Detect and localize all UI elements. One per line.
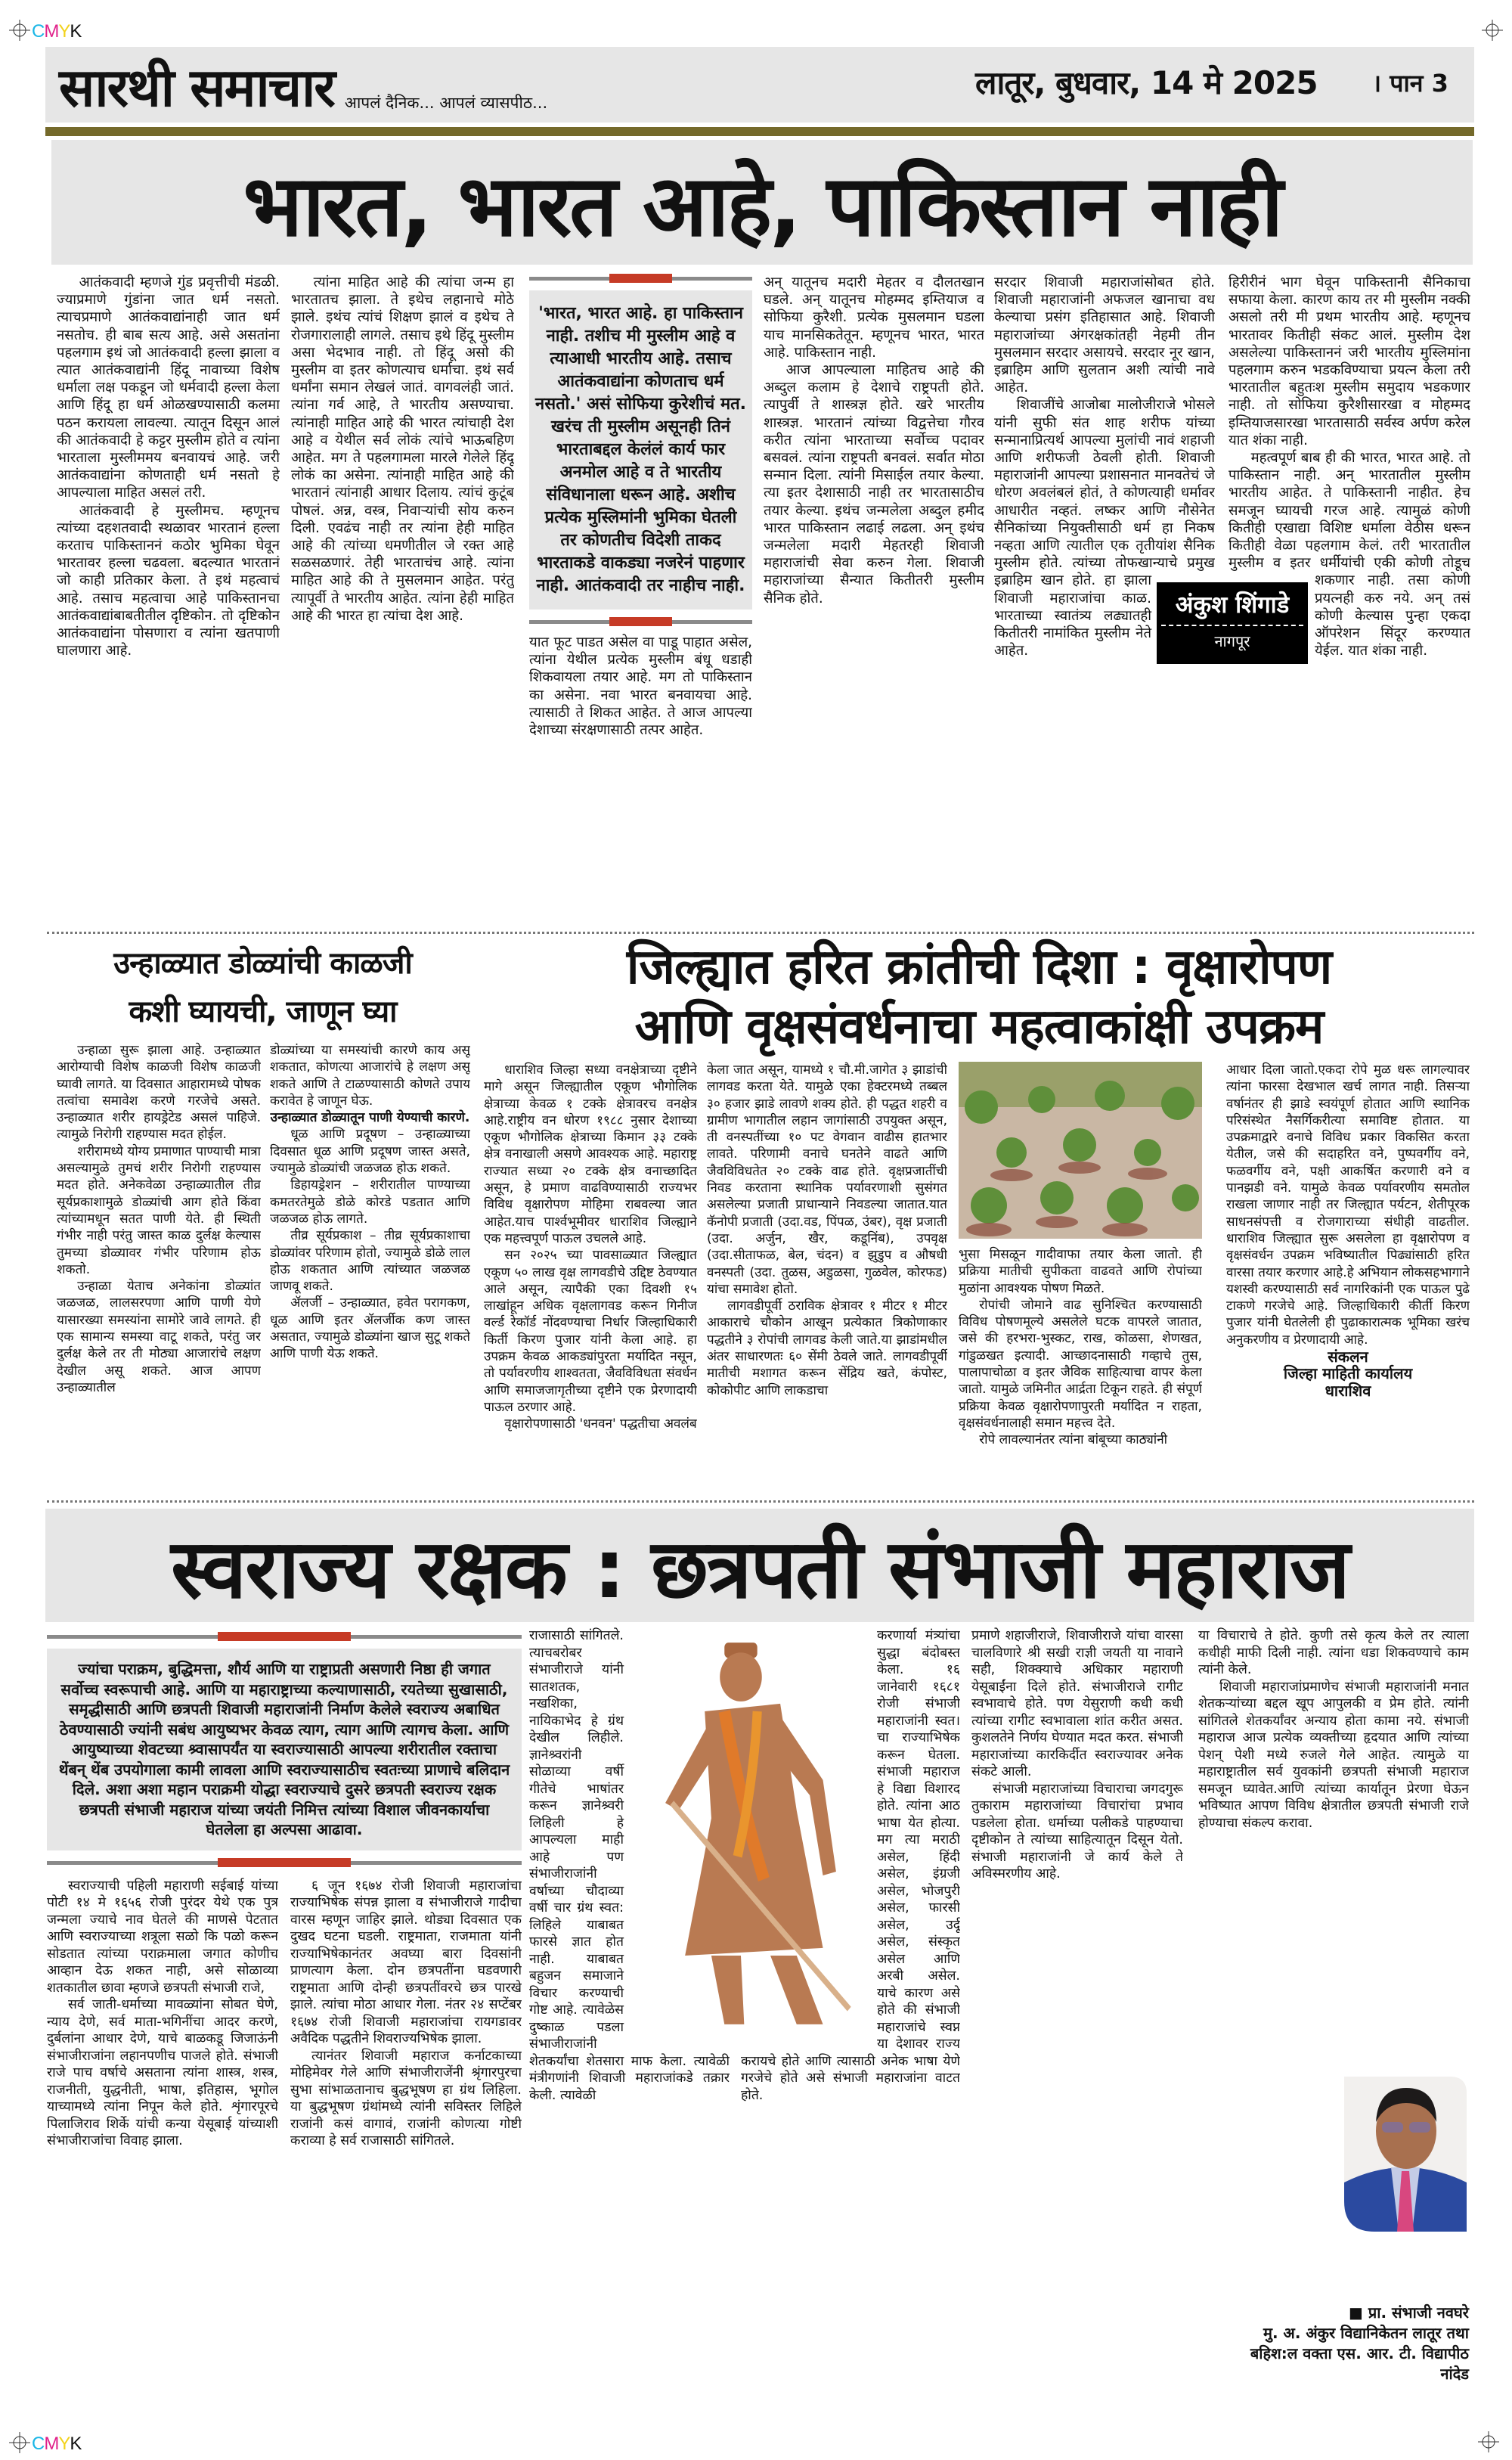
registration-mark-icon <box>9 20 30 41</box>
paragraph: प्रमाणे शहाजीराजे, शिवाजीराजे यांचा वारसा चालविणारे श्री सखी राज्ञी जयती या नावाने सही, शिक्क्याचे अधिकार महाराणी येसूबाईंना दिले होते. संभाजीराजे रागीट स्वभावाचे होते. पण येसुराणी कधी कधी त्यांच्या रागीट स्वभावाला शांत करीत असत. कुशलतेने निर्णय घेण्यात मदत करत. संभाजी महाराजांच्या कारकिर्दीत स्वराज्यावर अनेक संकटे आली. <box>971 1628 1183 1779</box>
paragraph: तीव्र सूर्यप्रकाश – तीव्र सूर्यप्रकाशाचा डोळ्यांवर परिणाम होतो, ज्यामुळे डोळे लाल होऊ शकतात आणि त्यांच्यात जळजळ जाणवू शकते. <box>270 1228 470 1295</box>
divider <box>529 617 752 626</box>
article4-column-5 <box>971 1627 1183 2421</box>
article2-column-2 <box>270 1042 470 1494</box>
article2-headline: उन्हाळ्यात डोळ्यांची काळजी कशी घ्यायची, जाणून घ्या <box>113 946 412 1029</box>
masthead-rule <box>45 127 1474 136</box>
newspaper-title: सारथी समाचार <box>59 56 334 119</box>
paragraph: करणार्या मंत्र्यांचा सुद्धा बंदोबस्त केला. १६ जानेवारी १६८१ रोजी संभाजी महाराजांनी स्वत।चा राज्याभिषेक करून घेतला. संभाजी महाराज हे विद्या विशारद होते. त्यांना आठ भाषा येत होत्या. मग त्या मराठी असेल, हिंदी असेल, इंग्रजी असेल, भोजपुरी असेल, फारसी असेल, उर्दू असेल, संस्कृत असेल आणि अरबी असेल. याचे कारण असे होते की संभाजी महाराजांचे स्वप्न या देशावर राज्य करायचे होते आणि त्यासाठी अनेक भाषा येणे गरजेचे होते असे संभाजी महाराजांना वाटत होते. <box>741 1628 960 2103</box>
section-divider <box>47 932 1474 934</box>
article3-headline: जिल्ह्यात हरित क्रांतीची दिशा : वृक्षारोपण आणि वृक्षसंवर्धनाचा महत्वाकांक्षी उपक्रम <box>626 939 1332 1055</box>
author-name: ■ प्रा. संभाजी नवघरे <box>1349 2303 1469 2322</box>
author-photo <box>1344 2077 1467 2232</box>
article3-column-3 <box>959 1246 1202 1494</box>
registration-mark-icon <box>9 2432 30 2453</box>
page-number: । पान 3 <box>1372 69 1448 98</box>
credit-place: धाराशिव <box>1325 1381 1371 1400</box>
article3-column-1 <box>484 1062 697 1494</box>
article4-column-1 <box>47 1878 278 2422</box>
paragraph: संभाजी महाराजांच्या विचाराचा जगदगुरू तुकाराम महाराजांच्या विचारांचा प्रभाव पडलेला होता. धर्माच्या पलीकडे पाहण्याचा दृष्टीकोन ते त्यांच्या साहित्यातून दिसून येतो. संभाजी महाराजांनी जे कार्य केले ते अविस्मरणीय आहे. <box>971 1781 1183 1881</box>
article4-author <box>1198 2303 1469 2384</box>
cmyk-mark-top: CMYK <box>32 21 82 42</box>
paragraph: सर्व जाती-धर्माच्या मावळ्यांना सोबत घेणे, न्याय देणे, सर्व माता-भगिनींचा आदर करणे, दुर्बलांना आधार देणे, याचे बाळकडू जिजाऊंनी संभाजीराजांना लहानपणीच पाजले होते. संभाजी राजे पाच वर्षाचे असताना त्यांना शास्त्र, शस्त्र, राजनीती, युद्धनीती, भाषा, इतिहास, भूगोल याच्यामध्ये त्यांना निपून केले होते. शृंगारपूरचे पिलाजिराव शिर्के यांची कन्या येसूबाई यांच्याशी संभाजीराजांचा विवाह झाला. <box>47 1997 278 2148</box>
author-place: नांदेड <box>1440 2365 1469 2383</box>
article2-column-1 <box>57 1042 261 1494</box>
article3-column-2 <box>707 1062 947 1494</box>
paragraph: उन्हाळा येताच अनेकांना डोळ्यांत जळजळ, लालसरपणा आणि पाणी येणे यासारख्या समस्यांना सामोरे जावे लागते. ही एक सामान्य समस्या वाटू शकते, परंतु जर दुर्लक्ष केले तर ती मोठ्या आजारांचे लक्षण देखील असू शकते. आज आपण उन्हाळ्यातील <box>57 1279 261 1395</box>
paragraph: उन्हाळा सुरू झाला आहे. उन्हाळ्यात आरोग्याची विशेष काळजी विशेष काळजी घ्यावी लागते. या दिवसात आहारामध्ये पोषक तत्वांचा समावेश करणे गरजेचे असते. उन्हाळ्यात शरीर हायड्रेटेड असलं पाहिजे. त्यामुळे निरोगी राहण्यास मदत होईल. <box>57 1043 261 1143</box>
paragraph: शिवाजी महाराजांप्रमाणेच संभाजी महाराजांनी मनात शेतकऱ्यांच्या बद्दल खूप आपुलकी व प्रेम होते. त्यांनी सांगितले शेतकर्यांवर अन्याय होता कामा नये. संभाजी महाराज आज प्रत्येक व्यक्तीच्या हृदयात आणि त्यांच्या पेशन् पेशी मध्ये रुजले गेले आहेत. त्यामुळे या महाराष्ट्रातील सर्व युवकांनी छत्रपती संभाजी महाराज समजून घ्यावेत.आणि त्यांच्या कार्यातून प्रेरणा घेऊन भविष्यात आपण विविध क्षेत्रातील छत्रपती संभाजी राजे होण्याचा संकल्प करावा. <box>1198 1679 1469 1831</box>
author-title: मु. अ. अंकुर विद्यानिकेतन लातूर तथा <box>1263 2324 1469 2342</box>
article1-headline: भारत, भारत आहे, पाकिस्तान नाही <box>51 140 1473 265</box>
plantation-photo <box>959 1062 1202 1239</box>
paragraph: डोळ्यांच्या या समस्यांची कारणे काय असू शकतात, कोणत्या आजारांचे हे लक्षण असू शकते आणि ते टाळण्यासाठी कोणते उपाय करावेत हे जाणून घेऊ. <box>270 1043 470 1109</box>
cmyk-mark-bottom: CMYK <box>32 2434 82 2454</box>
paragraph: केला जात असून, यामध्ये १ चौ.मी.जागेत ३ झाडांची लागवड करता येते. यामुळे एका हेक्टरमध्ये तब्बल ३० हजार झाडे लावणे शक्य होते. ही पद्धत शहरी व ग्रामीण भागातील लहान जागांसाठी उपयुक्त असून, ती वनस्पतींच्या १० पट वेगवान वाढीस हातभार लावते. परिणामी वनाचे घनतेने वाढते आणि जैवविविधतेत २० टक्के वाढ होते. वृक्षप्रजातींची निवड करताना स्थानिक पर्यावरणाशी सुसंगत असलेल्या प्रजाती प्राधान्याने निवडल्या जातात.यात कॅनोपी प्रजाती (उदा.वड, पिंपळ, उंबर), वृक्ष प्रजाती (उदा. अर्जुन, खैर, कडूनिंब), उपवृक्ष (उदा.सीताफळ, बेल, चंदन) व झुडुप व औषधी वनस्पती (उदा. तुळस, अडुळसा, गुळवेल, कोरफड) यांचा समावेश होतो. <box>707 1062 947 1297</box>
paragraph: ६ जून १६७४ रोजी शिवाजी महाराजांचा राज्याभिषेक संपन्न झाला व संभाजीराजे गादीचा वारस म्हणून जाहिर झाले. थोड्या दिवसात एक दुखद घटना घडली. राष्ट्रमाता, राजमाता यांनी राज्याभिषेकानंतर अवघ्या बारा दिवसांनी प्राणत्याग केला. दोन छत्रपतींना घडवणारी राष्ट्रमाता आणि दोन्ही छत्रपतींवरचे छत्र पारखे झाले. त्यांचा मोठा आधार गेला. नंतर २४ सप्टेंबर १६७४ रोजी शिवाजी महाराजांचा रायगडावर अवैदिक पद्धतीने शिवराज्यभिषेक झाला. <box>290 1878 522 2046</box>
article1-column-3 <box>529 274 752 928</box>
author-title: बहिश:ल वक्ता एस. आर. टी. विद्यापीठ <box>1250 2344 1469 2362</box>
paragraph: आतंकवादी म्हणजे गुंड प्रवृत्तीची मंडळी. ज्याप्रमाणे गुंडांना जात धर्म नसतो. त्याचप्रमाणे आतंकवाद्यांनाही जात धर्म नसतोच. ही बाब सत्य आहे. असे असतांना पहलगाम इथं जो आतंकवादी हल्ला झाला व त्यात आतंकवाद्यांनी हिंदू नावाच्या विशेष धर्माला लक्ष पकडून जो धर्मवादी हल्ला केला आणि हिंदू हा धर्म ओळखण्यासाठी कलमा पठन करायला लावल्या. त्यातून दिसून आलं की आतंकवादी हे कट्टर मुस्लीम होते व त्यांना भारताला मुस्लीममय बनवायचं आहे. जरी आतंकवाद्यांना कोणताही धर्म नसतो हे आपल्याला माहित असलं तरी. <box>57 275 280 501</box>
paragraph: धूळ आणि प्रदूषण – उन्हाळ्याच्या दिवसात धूळ आणि प्रदूषण जास्त असते, ज्यामुळे डोळ्यांची जळजळ होऊ शकते. <box>270 1127 470 1177</box>
article4-column-2 <box>290 1878 522 2422</box>
paragraph: भुसा मिसळून गादीवाफा तयार केला जातो. ही प्रक्रिया मातीची सुपीकता वाढवते आणि रोपांच्या मुळांना आवश्यक पोषण मिळते. <box>959 1247 1202 1296</box>
paragraph: अन् यातूनच मदारी मेहतर व दौलतखान घडले. अन् यातूनच मोहम्मद इम्तियाज व सोफिया कुरैशी. प्रत्येक मुसलमान घडला याच मानसिकतेतून. म्हणूनच भारत, भारत आहे. पाकिस्तान नाही. <box>764 275 984 361</box>
article1-column-1 <box>57 274 280 928</box>
masthead-brand <box>59 47 547 123</box>
paragraph: आज आपल्याला माहितच आहे की अब्दुल कलाम हे देशाचे राष्ट्रपती होते. त्यापुर्वी ते शास्त्रज्ञ होते. खरे भारतीय शास्त्रज्ञ. भारतानं त्यांच्या विद्वत्तेचा गौरव करीत त्यांना भारताच्या सर्वोच्च पदावर बसवलं. त्यांना राष्ट्रपती बनवलं. सर्वात मोठा सन्मान दिला. त्यांनी मिसाईल तयार केल्या. त्या इतर देशासाठी नाही तर भारतासाठीच तयार केल्या. इथंच जन्मलेला अब्दुल हमीद भारत पाकिस्तान लढाई लढला. अन् इथंच जन्मलेला मदारी मेहतरही शिवाजी महाराजांची सेवा करुन गेला. शिवाजी महाराजांच्या सैन्यात कितीतरी मुस्लीम सैनिक होते. <box>764 362 984 606</box>
article1-column-2 <box>291 274 514 928</box>
paragraph: सन २०२५ च्या पावसाळ्यात जिल्ह्यात एकूण ५० लाख वृक्ष लागवडीचे उद्दिष्ट ठेवण्यात आले असून, त्यापैकी एका दिवशी १५ लाखांहून अधिक वृक्षलागवड करून गिनीज वर्ल्ड रेकॉर्ड नोंदवण्याचा निर्धार जिल्हाधिकारी किर्ती किरण पुजार यांनी केला आहे. हा उपक्रम केवळ आकड्यांपुरता मर्यादित नसून, तो पर्यावरणीय शाश्वतता, जैवविविधता संवर्धन आणि समाजजागृतीच्या दृष्टीने एक प्रेरणादायी पाऊल ठरणार आहे. <box>484 1248 697 1415</box>
paragraph: डिहायड्रेशन – शरीरातील पाण्याच्या कमतरतेमुळे डोळे कोरडे पडतात आणि जळजळ होऊ लागते. <box>270 1177 470 1227</box>
paragraph: यात फूट पाडत असेल वा पाडू पाहात असेल, त्यांना येथील प्रत्येक मुस्लीम बंधू धडाही शिकवायला तयार आहे. मग तो पाकिस्तान का असेना. नवा भारत बनवायचा आहे. त्यासाठी ते शिकत आहेत. ते आज आपल्या देशाच्या संरक्षणासाठी तत्पर आहेत. <box>529 634 752 739</box>
pull-quote-text: 'भारत, भारत आहे. हा पाकिस्तान नाही. तशीच मी मुस्लीम आहे व त्याआधी भारतीय आहे. तसाच आतंकवाद्यांना कोणताच धर्म नसतो.' असं सोफिया कुरेशीचं मत. खरंच ती मुस्लीम असूनही तिनं भारताबद्दल केलंलं कार्य फार अनमोल आहे व ते भारतीय संविधानाला धरून आहे. अशीच प्रत्येक मुस्लिमांनी भुमिका घेतली तर कोणतीच विदेशी ताकद भारताकडे वाकड्या नजरेनं पाहणार नाही. आतंकवादी तर नाहीच नाही. <box>529 290 752 610</box>
paragraph: आधार दिला जातो.एकदा रोपे मुळ धरू लागल्यावर त्यांना फारसा देखभाल खर्च लागत नाही. तिसऱ्या वर्षानंतर ही झाडे स्वयंपूर्ण होतात आणि स्थानिक परिसंस्थेत नैसर्गिकरीत्या समाविष्ट होतात. या उपक्रमाद्वारे वनाचे विविध प्रकार विकसित करता येतील, जसे की सदाहरित वने, पुष्पवर्गीय वने, फळवर्गीय वने, पक्षी आकर्षित करणारी वने व पानझडी वने. यामुळे केवळ पर्यावरणीय समतोल राखला जाणार नाही तर जिल्ह्यात पर्यटन, शेतीपूरक साधनसंपत्ती व रोजगाराच्या संधीही वाढतील. धाराशिव जिल्ह्यात सुरू असलेला हा वृक्षारोपण व वृक्षसंवर्धन उपक्रम भविष्यातील पिढ्यांसाठी हरित वारसा तयार करणार आहे.हे अभियान लोकसहभागाने यशस्वी करण्यासाठी सर्व नागरिकांनी एक पाऊल पुढे टाकणे गरजेचे आहे. जिल्हाधिकारी कीर्ती किरण पुजार यांनी घेतलेली ही पुढाकारात्मक भूमिका खरंच अनुकरणीय व प्रेरणादायी आहे. <box>1226 1062 1470 1348</box>
section-divider <box>47 1500 1474 1503</box>
newspaper-tagline: आपलं दैनिक... आपलं व्यासपीठ... <box>344 94 548 112</box>
author-name: अंकुश शिंगाडे <box>1175 591 1290 619</box>
sambhaji-statue-image <box>626 1627 875 2040</box>
article4-headline: स्वराज्य रक्षक : छत्रपती संभाजी महाराज <box>45 1509 1474 1622</box>
registration-mark-icon <box>1478 2431 1499 2452</box>
paragraph: राजासाठी सांगितले. त्याचबरोबर संभाजीराजे यांनी सातशतक, नखशिका, नायिकाभेद हे ग्रंथ देखील लिहीले. ज्ञानेश्र्वरांनी सोळाव्या वर्षी गीतेचे भाषांतर करून ज्ञानेश्र्वरी लिहिली हे आपल्यला माही आहे पण संभाजीराजांनी वर्षाच्या चौदाव्या वर्षी चार ग्रंथ स्वत: लिहिले याबाबत फारसे ज्ञात होत नाही. याबाबत बहुजन समाजाने विचार करण्याची गोष्ट आहे. त्यावेळेस दुष्काळ पडला संभाजीराजांनी शेतकर्यांचा शेतसारा माफ केला. त्यावेळी मंत्रीगणांनी शिवाजी महाराजांकडे तक्रार केली. त्यावेळी <box>529 1628 730 2103</box>
intro-text: ज्यांचा पराक्रम, बुद्धिमत्ता, शौर्य आणि या राष्ट्राप्रती असणारी निष्ठा ही जगात सर्वोच्च स्वरूपाची आहे. आणि या महाराष्ट्राच्या कल्याणासाठी, रयतेच्या सुखासाठी, समृद्धीसाठी आणि छत्रपती शिवाजी महाराजांनी निर्माण केलेले स्वराज्य अबाधित ठेवण्यासाठी ज्यांनी सबंध आयुष्यभर केवळ त्याग, त्याग आणि त्यागच केला. आणि आयुष्याच्या शेवटच्या श्र्वासापर्यंत या स्वराज्यासाठी आपल्या शरीरातील रक्ताचा थेंबन् थेंब उपयोगाला कामी लावला आणि स्वराज्यासाठीच स्वतःच्या प्राणाचे बलिदान दिले. अशा अशा महान पराक्रमी योद्धा स्वराज्याचे दुसरे छत्रपती स्वराज्य रक्षक छत्रपती संभाजी महाराज यांच्या जयंती निमित्त त्यांच्या विशाल जीवनकार्याचा घेतलेला हा अल्पसा आढावा. <box>47 1649 522 1850</box>
divider <box>47 1858 522 1867</box>
divider <box>529 274 752 283</box>
paragraph: लागवडीपूर्वी ठराविक क्षेत्रावर १ मीटर १ मीटर आकाराचे चौकोन आखून प्रत्येकात त्रिकोणाकार पद्धतीने ३ रोपांची लागवड केली जाते.या झाडांमधील अंतर साधारणतः ६० सेंमी ठेवले जाते. लागवडीपूर्वी मातीची मशागत करून सेंद्रिय खते, कंपोस्ट, कोकोपीट आणि लाकडाचा <box>707 1298 947 1398</box>
paragraph: शिवाजींचे आजोबा मालोजीराजे भोसले यांनी सुफी संत शाह शरीफ यांच्या सन्मानाप्रित्यर्थ आपल्या मुलांची नावं शहाजी आणि शरीफजी ठेवली होती. शिवाजी महाराजांनी आपल्या प्रशासनात मानवतेचं जे धोरण अवलंबलं होतं, ते कोणत्याही धर्मावर आधारीत नव्हतं. लष्कर आणि नौसेनेत सैनिकांच्या नियुक्तीसाठी धर्म हा निकष नव्हता आणि त्यातील एक तृतीयांश सैनिक मुस्लीम होते. त्यांच्या तोफखान्याचे प्रमुख इब्राहिम खान होते. हा झाला शिवाजी महाराजांचा काळ. भारताच्या स्वातंत्र्य लढ्यातही कितीतरी नामांकित मुस्लीम नेते आहेत. <box>994 397 1215 659</box>
paragraph: या विचाराचे ते होते. कुणी तसे कृत्य केले तर त्याला कधीही माफी दिली नाही. त्यांना धडा शिकवण्याचे काम त्यांनी केले. <box>1198 1628 1469 1677</box>
paragraph: स्वराज्याची पहिली महाराणी सईबाई यांच्या पोटी १४ मे १६५६ रोजी पुरंदर येथे एक पुत्र जन्मला ज्याचे नाव घेतले की माणसे पेटतात आणि स्वराज्याच्या शत्रूला सळो कि पळो करून सोडतात त्यांच्या पराक्रमाला जगात कोणीच आव्हान देऊ शकत नाही, असे सोळाव्या शतकातील छावा म्हणजे छत्रपती संभाजी राजे, <box>47 1878 278 1996</box>
paragraph: रोपे लावल्यानंतर त्यांना बांबूच्या काठ्यांनी <box>979 1432 1168 1448</box>
credit-label: संकलन <box>1328 1348 1368 1366</box>
article1-pull-quote <box>529 274 752 626</box>
author-place: नागपूर <box>1214 632 1250 650</box>
dateline: लातूर, बुधवार, 14 मे 2025 <box>975 64 1318 101</box>
paragraph: धाराशिव जिल्हा सध्या वनक्षेत्राच्या दृष्टीने मागे असून जिल्ह्यातील एकूण भौगोलिक क्षेत्राच्या केवळ १ टक्के क्षेत्रावरच वनक्षेत्र आहे.राष्ट्रीय वन धोरण १९८८ नुसार देशाच्या एकूण भौगोलिक क्षेत्राच्या किमान ३३ टक्के क्षेत्र वनाखाली असणे आवश्यक आहे. महाराष्ट्र राज्यात सध्या २० टक्के क्षेत्र वनाच्छादित असून, हे प्रमाण वाढविण्यासाठी राज्यभर विविध वृक्षारोपण मोहिमा राबवल्या जात आहेत.याच पार्श्वभूमीवर धाराशिव जिल्ह्याने एक महत्त्वपूर्ण पाऊल उचलले आहे. <box>484 1062 697 1246</box>
paragraph: वृक्षारोपणासाठी 'धनवन' पद्धतीचा अवलंब <box>504 1416 697 1432</box>
paragraph: त्यानंतर शिवाजी महाराज कर्नाटकाच्या मोहिमेवर गेले आणि संभाजीराजेंनी श्रृंगारपुरचा सुभा सांभाळतानाच बुद्धभूषण हा ग्रंथ लिहिला. या बुद्धभूषण ग्रंथांमध्ये त्यांनी सविस्तर लिहिले राजांनी कसं वागावं, राजांनी कोणत्या गोष्टी कराव्या हे सर्व राजासाठी सांगितले. <box>290 2048 522 2148</box>
article1-author-box <box>1157 582 1308 664</box>
paragraph: महत्वपूर्ण बाब ही की भारत, भारत आहे. तो पाकिस्तान नाही. अन् भारतातील मुस्लीम भारतीय आहेत. ते पाकिस्तानी नाहीत. हेच समजून घ्यायची गरज आहे. त्यामुळं कोणी कितीही एखाद्या विशिष्ट धर्माला वेठीस धरून कितीही वेळा पहलगाम केलं. तरी भारतातील मुस्लीम व इतर धर्मीयांची एकी कोणी तोडूच शकणार नाही. तसा कोणी प्रयत्नही करु नये. अन् तसं कोणी केल्यास पुन्हा एकदा ऑपरेशन सिंदूर करण्यात येईल. यात शंका नाही. <box>1228 450 1470 659</box>
article3-column-4 <box>1226 1062 1470 1494</box>
registration-mark-icon <box>1482 20 1503 41</box>
subheading: उन्हाळ्यात डोळ्यातून पाणी येण्याची कारणे. <box>270 1110 470 1126</box>
paragraph: त्यांना माहित आहे की त्यांचा जन्म हा भारतातच झाला. ते इथेच लहानाचे मोठे झाले. इथंच त्यांचं शिक्षण झालं व इथेच ते रोजगारालाही लागले. तसाच इथे हिंदू मुस्लीम असा भेदभाव नाही. तो हिंदू असो की मुस्लीम वा इतर कोणत्याच धर्माचा. इथं सर्व धर्मांना समान लेखलं जातं. वागवलंही जातं. त्यांना गर्व आहे, ते भारतीय असण्याचा. त्यांनाही माहित आहे की भारत त्यांचाही देश आहे व येथील सर्व लोकं त्यांचे भाऊबहिण आहेत. मग ते पहलगामला मारले गेलेले हिंदू लोकं का असेना. त्यांनाही माहित आहे की भारतानं त्यांनाही आधार दिलाय. त्यांचं कुटूंब पोषलं. अन्न, वस्त्र, निवाऱ्यांची सोय करुन दिली. एवढंच नाही तर त्यांना हेही माहित आहे की त्यांच्या धमणीतील जे रक्त आहे सळसळणारं. तेही भारताचंच आहे. त्यांना माहित आहे की ते मुसलमान आहेत. परंतु त्यापूर्वी ते भारतीय आहेत. त्यांना हेही माहित आहे की भारत हा त्यांचा देश आहे. <box>291 275 514 624</box>
paragraph: ॲलर्जी – उन्हाळ्यात, हवेत परागकण, धूळ आणि इतर ॲलर्जीक कण जास्त असतात, ज्यामुळे डोळ्यांना खाज सुटू शकते आणि पाणी येऊ शकते. <box>270 1295 470 1362</box>
article4-left-block <box>47 1632 522 2421</box>
paragraph: शरीरामध्ये योग्य प्रमाणात पाण्याची मात्रा असल्यामुळे तुमचं शरीर निरोगी राहण्यास मदत होते. अनेकवेळा उन्हाळ्यातील तीव्र सूर्यप्रकाशामुळे डोळ्यांची आग होते किंवा त्यांच्यामधून सतत पाणी येते. ही स्थिती गंभीर नाही परंतु जास्त काळ दुर्लक्ष केल्यास तुमच्या डोळ्यावर गंभीर परिणाम होऊ शकतो. <box>57 1143 261 1277</box>
article1-column-4 <box>764 274 984 928</box>
credit-office: जिल्हा माहिती कार्यालय <box>1283 1364 1413 1383</box>
paragraph: सरदार शिवाजी महाराजांसोबत होते. शिवाजी महाराजांनी अफजल खानाचा वध केल्याचा प्रसंग इतिहासात आहे. शिवाजी महाराजांच्या अंगरक्षकांतही नेहमी तीन मुसलमान सरदार असायचे. सरदार नूर खान, इब्राहिम आणि सुलतान अशी त्यांची नावे आहेत. <box>994 275 1215 396</box>
paragraph: हिरीरीनं भाग घेवून पाकिस्तानी सैनिकाचा सफाया केला. कारण काय तर मी मुस्लीम नक्की असलो तरी मी प्रथम भारतीय आहे. म्हणूनच भारतावर कितीही संकट आलं. मुस्लीम देश असलेल्या पाकिस्ताननं जरी भारतीय मुस्लिमांना पहलगाम करुन भडकविण्याचा प्रयत्न केला तरी भारतातील बहुतःश मुस्लीम समुदाय भडकणार नाही. तो सोफिया कुरैशीसारखा व मोहम्मद इम्तियाजसारखा भारतासाठी सर्वस्व अर्पण करेल यात शंका नाही. <box>1228 275 1470 448</box>
paragraph: रोपांची जोमाने वाढ सुनिश्चित करण्यासाठी विविध पोषणमूल्ये असलेले घटक वापरले जातात, जसे की हरभरा-भुस्कट, राख, कोळसा, शेणखत, गांडुळखत इत्यादी. आच्छादनासाठी गव्हाचे तुस, पालापाचोळा व इतर जैविक साहित्याचा वापर केला जातो. यामुळे जमिनीत आर्द्रता टिकून राहते. ही संपूर्ण प्रक्रिया केवळ वृक्षारोपणापुरती मर्यादित न राहता, वृक्षसंवर्धनालाही समान महत्त्व देते. <box>959 1297 1202 1431</box>
paragraph: आतंकवादी हे मुस्लीमच. म्हणूनच त्यांच्या दहशतवादी स्थळावर भारतानं हल्ला करताच पाकिस्ताननं कठोर भुमिका घेवून भारतावर हल्ला चढवला. बदल्यात भारतानं जो काही प्रतिकार केला. ते इथं महत्वाचं आहे. तसाच महत्वाचा आहे पाकिस्तानचा आतंकवाद्यांबाबतीतील दृष्टिकोन. तो दृष्टिकोन आतंकवाद्यांना पोसणारा व त्यांना खतपाणी घालणारा आहे. <box>57 502 280 659</box>
divider <box>47 1632 522 1641</box>
article4-intro <box>47 1632 522 1867</box>
